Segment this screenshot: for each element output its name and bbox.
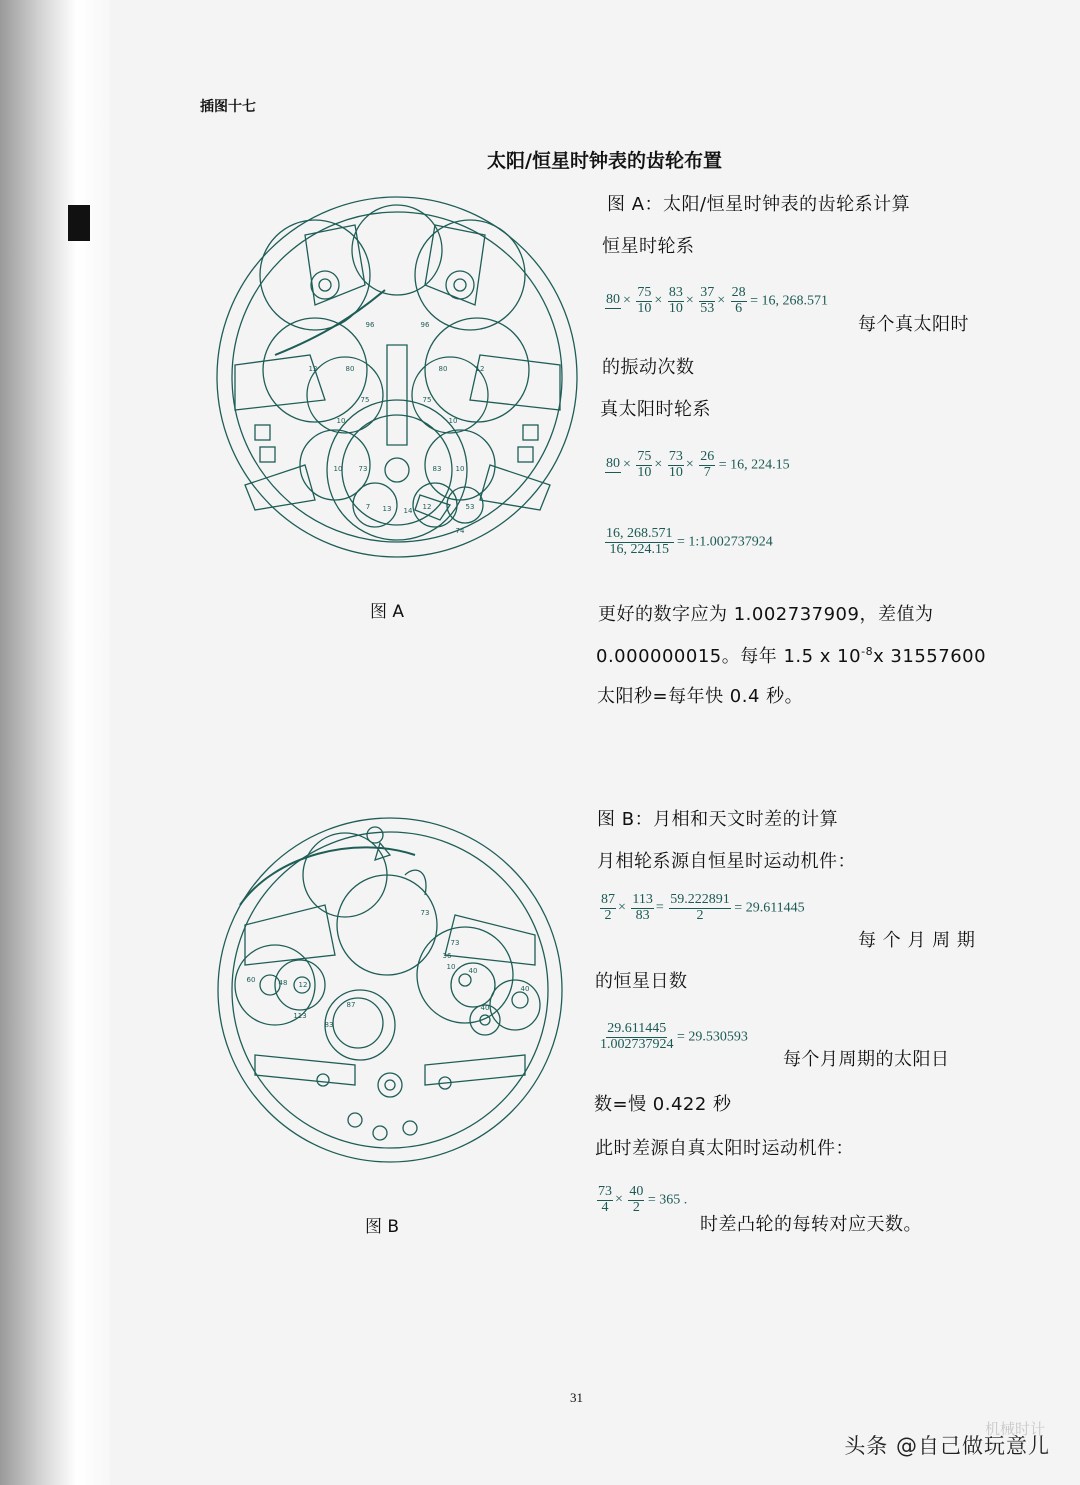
page-number: 31 <box>570 1390 583 1405</box>
figure-b-caption: 图 B <box>365 1217 400 1237</box>
svg-text:7: 7 <box>365 503 371 511</box>
figure-b-gear-diagram <box>215 815 565 1165</box>
svg-text:73: 73 <box>450 939 460 947</box>
f1-num-1: 80 <box>606 292 620 308</box>
svg-text:36: 36 <box>442 952 452 960</box>
source-watermark: 头条 @自己做玩意儿 <box>844 1434 1050 1458</box>
mb-den-2: 83 <box>635 907 650 923</box>
svg-text:12: 12 <box>475 365 485 373</box>
f3-num: 16, 268.571 <box>606 526 673 541</box>
yearly-gain-line: 太阳秒=每年快 0.4 秒。 <box>597 686 804 707</box>
eq-den-2: 2 <box>632 1199 640 1215</box>
svg-text:113: 113 <box>293 1012 307 1020</box>
sidereal-train-label: 恒星时轮系 <box>602 236 695 257</box>
svg-text:73: 73 <box>358 465 368 473</box>
svg-text:53: 53 <box>465 503 475 511</box>
f3-result: = 1:1.002737924 <box>677 534 773 550</box>
mb-den-1: 2 <box>604 907 612 923</box>
f1-den-5: 6 <box>735 300 743 316</box>
moon-suffix: 每 个 月 周 期 <box>858 930 976 951</box>
svg-text:10: 10 <box>446 963 456 971</box>
eq-result: = 365 . <box>647 1192 688 1208</box>
f1-den-4: 53 <box>700 300 715 316</box>
mb-den-3: 2 <box>696 907 704 923</box>
svg-text:75: 75 <box>360 396 370 404</box>
svg-text:80: 80 <box>438 365 448 373</box>
mb-num-1: 87 <box>601 892 615 907</box>
svg-text:87: 87 <box>346 1001 356 1009</box>
eq-den-1: 4 <box>601 1199 609 1215</box>
equation-formula: $\frac{73}{4}$ × $\frac{40}{2}$ = 365 . <box>598 1184 688 1215</box>
sidereal-formula: 80 × $\frac{75}{10}$ × $\frac{83}{10}$ × $\frac{37}{53}$ × $\frac{28}{6}$ = 16, 268.571 <box>606 285 829 316</box>
f2-num-2: 75 <box>637 449 652 464</box>
difference-line <box>596 642 986 668</box>
seconds-text: x 31557600 <box>873 646 987 667</box>
figure-label: 插图十七 <box>200 99 256 115</box>
mb-num-3: 59.222891 <box>670 892 730 907</box>
svg-text:48: 48 <box>278 979 288 987</box>
equation-train-label: 此时差源自真太阳时运动机件： <box>595 1138 854 1159</box>
mb2-den: 1.002737924 <box>600 1036 674 1052</box>
svg-text:75: 75 <box>422 396 432 404</box>
f1-num-4: 37 <box>700 285 715 300</box>
section-a-heading: 图 A：太阳/恒星时钟表的齿轮系计算 <box>607 194 911 215</box>
sidereal-suffix: 每个真太阳时 <box>858 314 969 335</box>
faint-watermark: 机械时计 <box>984 1420 1045 1438</box>
svg-text:83: 83 <box>432 465 442 473</box>
svg-text:96: 96 <box>365 321 375 329</box>
eq-num-1: 73 <box>598 1184 612 1199</box>
equation-suffix: 时差凸轮的每转对应天数。 <box>700 1214 922 1235</box>
svg-text:10: 10 <box>455 465 465 473</box>
slow-line: 数=慢 0.422 秒 <box>594 1094 732 1115</box>
f2-den-2: 10 <box>637 464 652 480</box>
f1-num-3: 83 <box>668 285 683 300</box>
f2-num-4: 26 <box>700 449 715 464</box>
f2-den-4: 7 <box>703 464 711 480</box>
eq-num-2: 40 <box>629 1184 644 1199</box>
moon-solar-suffix: 每个月周期的太阳日 <box>783 1049 950 1070</box>
moon-solar-formula <box>600 1022 748 1052</box>
f1-num-2: 75 <box>637 285 652 300</box>
svg-text:12: 12 <box>298 981 308 989</box>
svg-text:40: 40 <box>480 1004 490 1012</box>
f1-den-3: 10 <box>668 300 683 316</box>
page-tab-marker <box>68 205 90 241</box>
ratio-formula <box>605 527 773 557</box>
svg-text:12: 12 <box>422 503 432 511</box>
svg-text:73: 73 <box>420 909 430 917</box>
f2-num-3: 73 <box>668 449 683 464</box>
svg-text:40: 40 <box>520 985 530 993</box>
solar-train-label: 真太阳时轮系 <box>600 399 711 420</box>
svg-text:10: 10 <box>448 417 458 425</box>
svg-text:14: 14 <box>403 507 413 515</box>
figure-a-gear-diagram <box>215 195 580 560</box>
sidereal-days-line: 的恒星日数 <box>595 971 688 992</box>
book-gutter-shadow <box>0 0 110 1485</box>
f1-num-5: 28 <box>731 285 746 300</box>
svg-text:10: 10 <box>333 465 343 473</box>
section-b-heading: 图 B：月相和天文时差的计算 <box>597 809 839 830</box>
moon-formula: $\frac{87}{2}$ × $\frac{113}{83}$ = $\frac{59.222891}{2}$ = 29.611445 <box>601 892 805 923</box>
svg-text:13: 13 <box>382 505 392 513</box>
page-title: 太阳/恒星时钟表的齿轮布置 <box>487 150 722 172</box>
f1-result: = 16, 268.571 <box>750 293 829 309</box>
mb2-num: 29.611445 <box>607 1021 667 1036</box>
svg-text:96: 96 <box>420 321 430 329</box>
f3-den: 16, 224.15 <box>609 541 669 557</box>
f2-result: = 16, 224.15 <box>718 457 790 473</box>
moon-train-label: 月相轮系源自恒星时运动机件： <box>597 851 856 872</box>
svg-text:74: 74 <box>455 527 465 535</box>
solar-formula: 80 × $\frac{75}{10}$ × $\frac{73}{10}$ × $\frac{26}{7}$ = 16, 224.15 <box>606 449 790 480</box>
difference-text: 0.000000015。每年 1.5 x 10 <box>596 646 862 667</box>
mb-num-2: 113 <box>632 892 653 907</box>
f1-den-2: 10 <box>637 300 652 316</box>
figure-a-caption: 图 A <box>370 602 405 622</box>
svg-text:10: 10 <box>336 417 346 425</box>
vibration-line: 的振动次数 <box>602 357 695 378</box>
mb2-result: = 29.530593 <box>677 1029 748 1045</box>
svg-text:40: 40 <box>468 967 478 975</box>
f2-num-1: 80 <box>606 456 620 472</box>
exponent: -8 <box>861 645 874 658</box>
f2-den-3: 10 <box>668 464 683 480</box>
svg-text:80: 80 <box>345 365 355 373</box>
mb-result: = 29.611445 <box>734 900 805 916</box>
svg-text:83: 83 <box>324 1021 334 1029</box>
svg-text:60: 60 <box>246 976 256 984</box>
better-number-line: 更好的数字应为 1.002737909，差值为 <box>598 604 934 625</box>
svg-text:12: 12 <box>308 365 318 373</box>
